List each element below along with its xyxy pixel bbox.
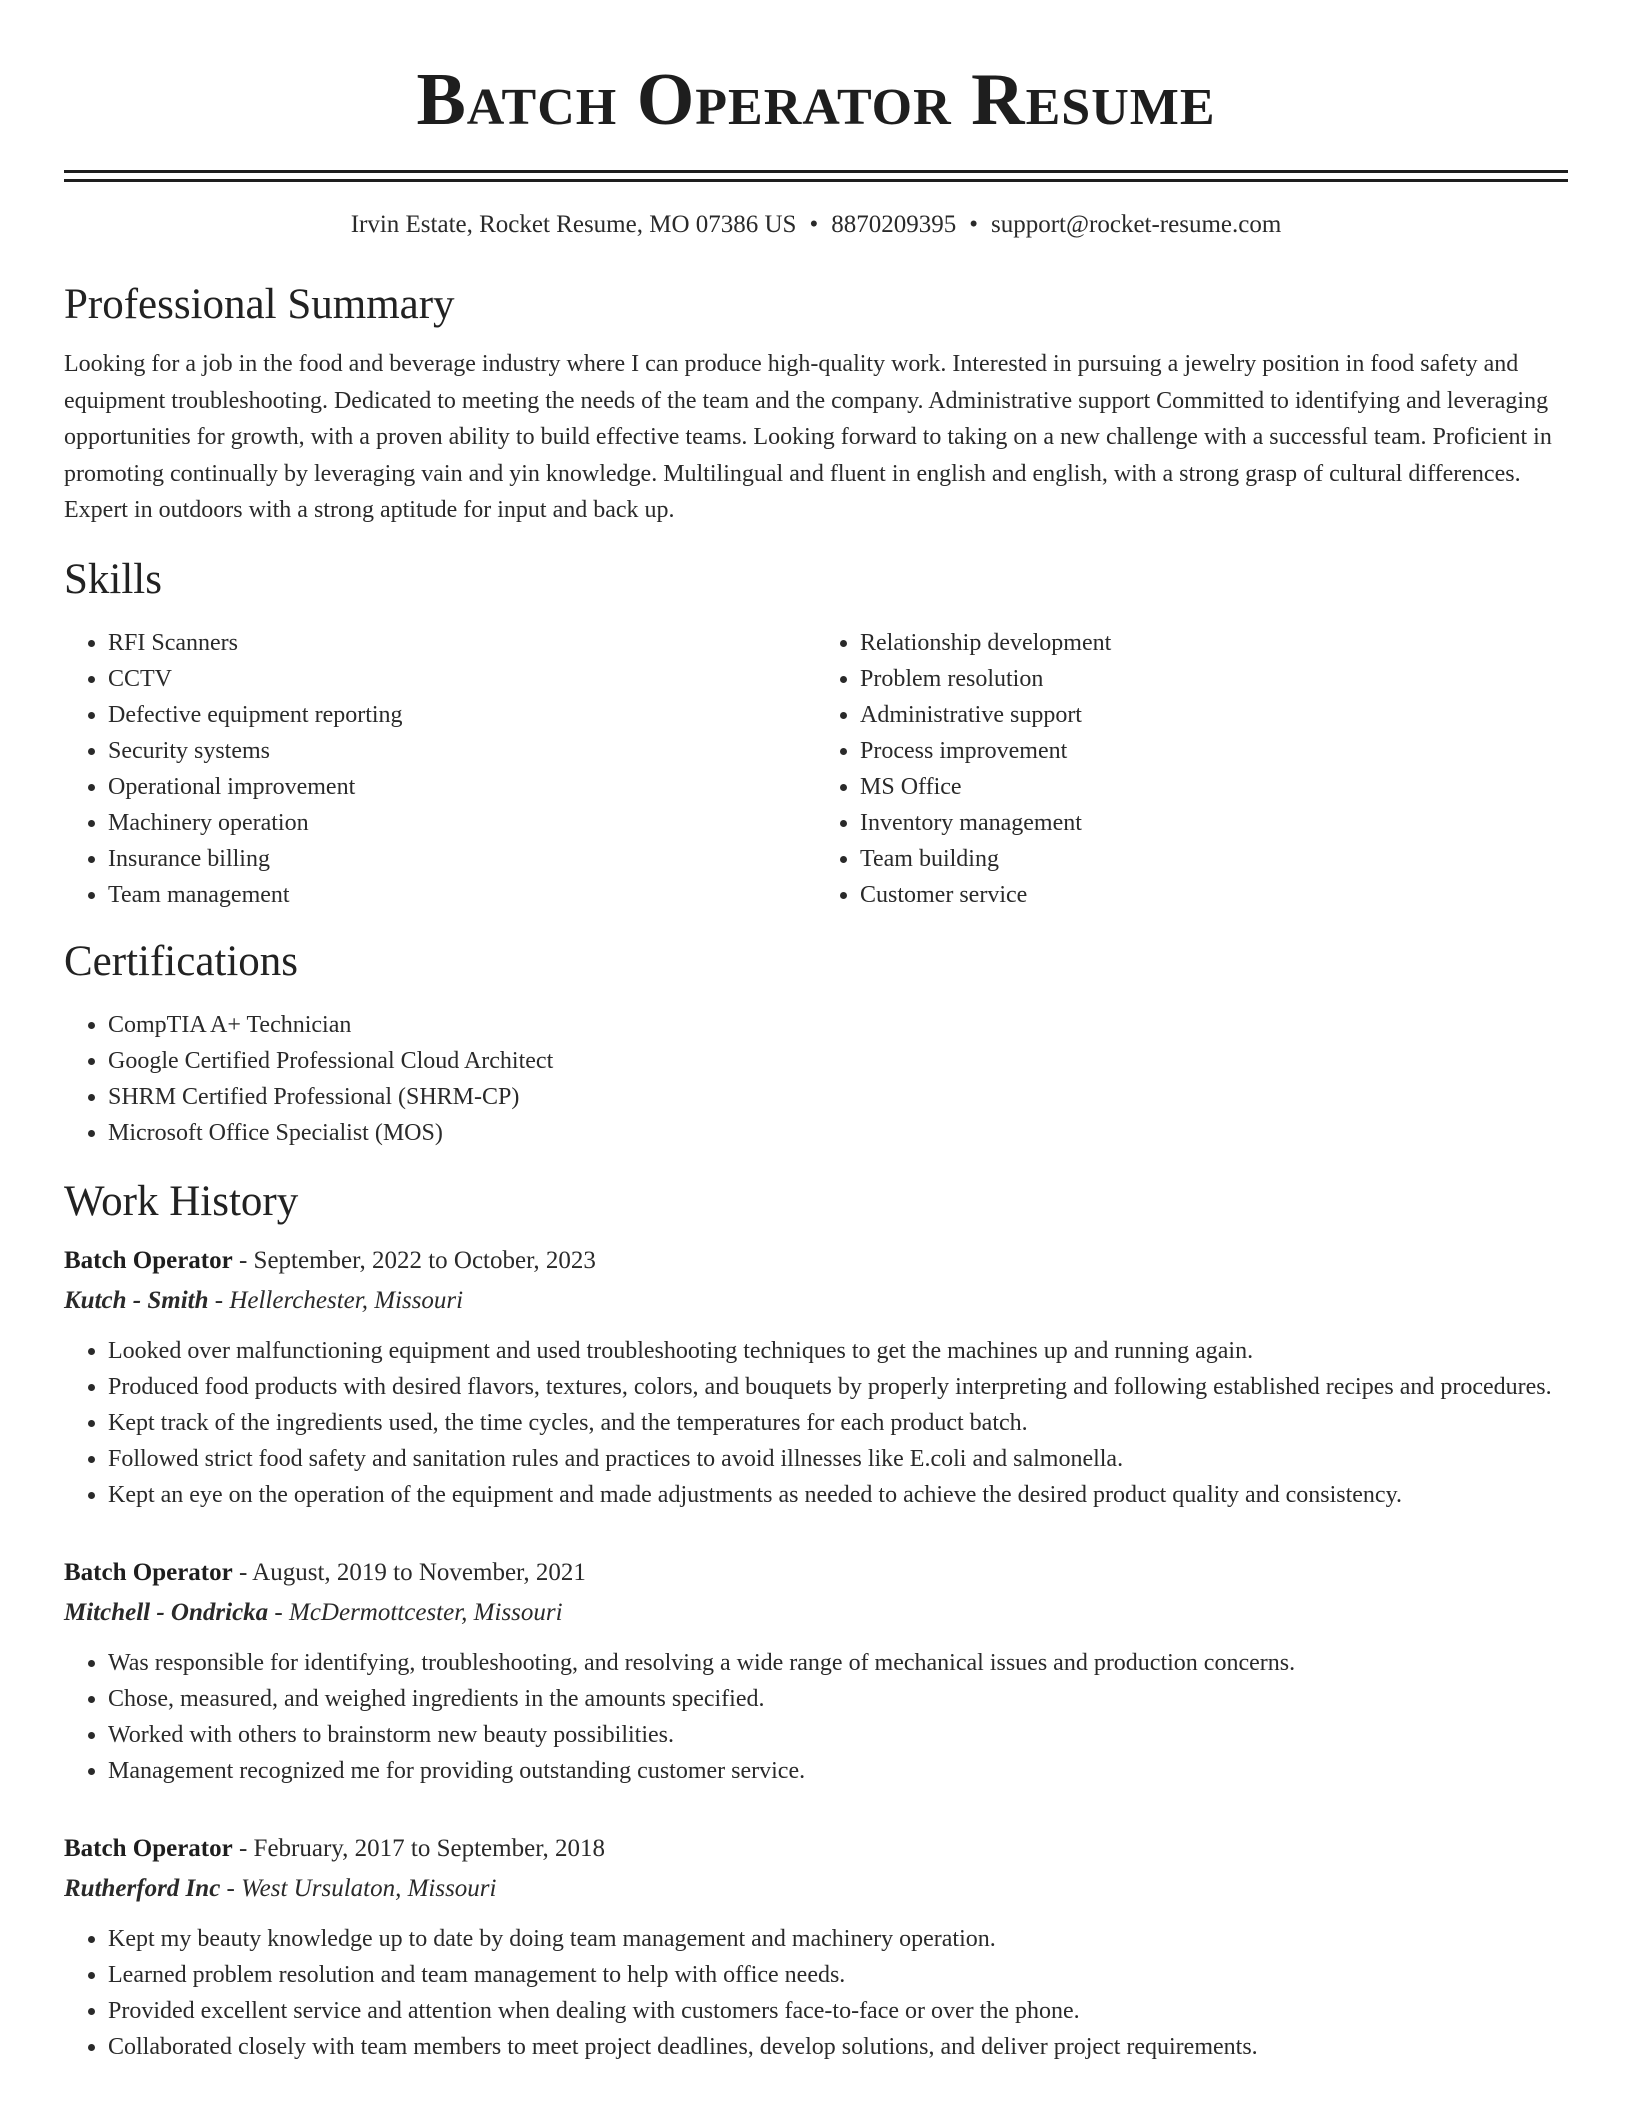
skill-item: • Defective equipment reporting: [108, 697, 816, 733]
job-title: Batch Operator: [64, 1834, 233, 1862]
job-title: Batch Operator: [64, 1246, 233, 1274]
job-entry: [64, 1553, 1568, 1789]
summary-text: Looking for a job in the food and beverage industry where I can produce high-quality work. Interested in pursuing a jewelry position in food safety and equipment troubleshooting. Dedicated to meeting the needs of the team and the company. Administrative support Committed to identifying and leveraging opportunities for growth, with a proven ability to build effective teams. Looking forward to taking on a new challenge with a successful team. Proficient in promoting continually by leveraging vain and yin knowledge. Multilingual and fluent in english and english, with a strong grasp of cultural differences. Expert in outdoors with a strong aptitude for input and back up.: [64, 351, 1552, 523]
job-bullet: • Provided excellent service and attention when dealing with customers face-to-face or over the phone.: [108, 1993, 1568, 2029]
job-bullet: • Kept track of the ingredients used, the time cycles, and the temperatures for each product batch.: [108, 1405, 1568, 1441]
skill-item: • Administrative support: [860, 697, 1568, 733]
skill-item: • Relationship development: [860, 625, 1568, 661]
contact-email: support@rocket-resume.com: [991, 211, 1282, 238]
job-title-line: [64, 1553, 1568, 1593]
job-bullets: [64, 1921, 1568, 2065]
skill-item: • Team building: [860, 841, 1568, 877]
job-company-line: [64, 1593, 1568, 1633]
job-entry: [64, 1241, 1568, 1513]
job-dash: -: [232, 1834, 254, 1862]
job-title: Batch Operator: [64, 1558, 233, 1586]
certifications-heading: Certifications: [64, 937, 299, 985]
certifications-list: [64, 1007, 1568, 1151]
job-dates: August, 2019 to November, 2021: [252, 1558, 586, 1586]
skill-item: • Insurance billing: [108, 841, 816, 877]
certification-item: • Google Certified Professional Cloud Architect: [108, 1043, 1568, 1079]
certification-item: • CompTIA A+ Technician: [108, 1007, 1568, 1043]
job-bullet: • Was responsible for identifying, troubleshooting, and resolving a wide range of mechanical issues and production concerns.: [108, 1645, 1568, 1681]
skills-list-right: [816, 625, 1568, 913]
job-company: Mitchell - Ondricka: [64, 1598, 269, 1626]
certification-item: • SHRM Certified Professional (SHRM-CP): [108, 1079, 1568, 1115]
job-bullet: • Management recognized me for providing outstanding customer service.: [108, 1753, 1568, 1789]
summary-heading: Professional Summary: [64, 281, 455, 328]
skill-item: • MS Office: [860, 769, 1568, 805]
job-location: McDermottcester, Missouri: [289, 1598, 563, 1626]
skill-item: • Problem resolution: [860, 661, 1568, 697]
job-dash: -: [268, 1598, 289, 1626]
skills-grid: [64, 625, 1568, 913]
title-divider: [64, 170, 1568, 182]
skill-item: • RFI Scanners: [108, 625, 816, 661]
job-dates: February, 2017 to September, 2018: [253, 1834, 606, 1862]
skills-list-left: [64, 625, 816, 913]
skill-item: • Process improvement: [860, 733, 1568, 769]
work-history-heading: Work History: [64, 1177, 299, 1225]
skill-item: • Security systems: [108, 733, 816, 769]
job-bullets: [64, 1645, 1568, 1789]
job-dash: -: [232, 1246, 254, 1274]
job-bullet: • Worked with others to brainstorm new beauty possibilities.: [108, 1717, 1568, 1753]
skills-heading: Skills: [64, 555, 162, 603]
job-bullet: • Collaborated closely with team members to meet project deadlines, develop solutions, and deliver project requirements.: [108, 2029, 1568, 2065]
contact-separator: •: [969, 211, 978, 238]
job-bullet: • Produced food products with desired flavors, textures, colors, and bouquets by properly interpreting and following established recipes and procedures.: [108, 1369, 1568, 1405]
job-dash: -: [232, 1558, 253, 1586]
job-bullets: [64, 1333, 1568, 1513]
skill-item: • Team management: [108, 877, 816, 913]
job-company-line: [64, 1869, 1568, 1909]
skill-item: • Machinery operation: [108, 805, 816, 841]
job-company: Kutch - Smith: [64, 1286, 209, 1314]
job-company-line: [64, 1281, 1568, 1321]
job-bullet: • Followed strict food safety and sanitation rules and practices to avoid illnesses like E.coli and salmonella.: [108, 1441, 1568, 1477]
job-bullet: • Looked over malfunctioning equipment and used troubleshooting techniques to get the machines up and running again.: [108, 1333, 1568, 1369]
job-bullet: • Kept an eye on the operation of the equipment and made adjustments as needed to achieve the desired product quality and consistency.: [108, 1477, 1568, 1513]
job-bullet: • Learned problem resolution and team management to help with office needs.: [108, 1957, 1568, 1993]
page-title: Batch Operator Resume: [416, 59, 1216, 141]
job-dash: -: [220, 1874, 242, 1902]
certification-item: • Microsoft Office Specialist (MOS): [108, 1115, 1568, 1151]
skill-item: • CCTV: [108, 661, 816, 697]
contact-address: Irvin Estate, Rocket Resume, MO 07386 US: [350, 211, 797, 238]
job-title-line: [64, 1241, 1568, 1281]
job-company: Rutherford Inc: [64, 1874, 221, 1902]
job-dash: -: [208, 1286, 230, 1314]
contact-line: [64, 210, 1568, 240]
job-title-line: [64, 1829, 1568, 1869]
skill-item: • Customer service: [860, 877, 1568, 913]
job-location: West Ursulaton, Missouri: [241, 1874, 497, 1902]
job-bullet: • Chose, measured, and weighed ingredients in the amounts specified.: [108, 1681, 1568, 1717]
job-dates: September, 2022 to October, 2023: [253, 1246, 596, 1274]
skill-item: • Operational improvement: [108, 769, 816, 805]
skill-item: • Inventory management: [860, 805, 1568, 841]
job-bullet: • Kept my beauty knowledge up to date by doing team management and machinery operation.: [108, 1921, 1568, 1957]
contact-phone: 8870209395: [831, 211, 957, 238]
contact-separator: •: [809, 211, 819, 238]
job-location: Hellerchester, Missouri: [229, 1286, 464, 1314]
job-entry: [64, 1829, 1568, 2065]
